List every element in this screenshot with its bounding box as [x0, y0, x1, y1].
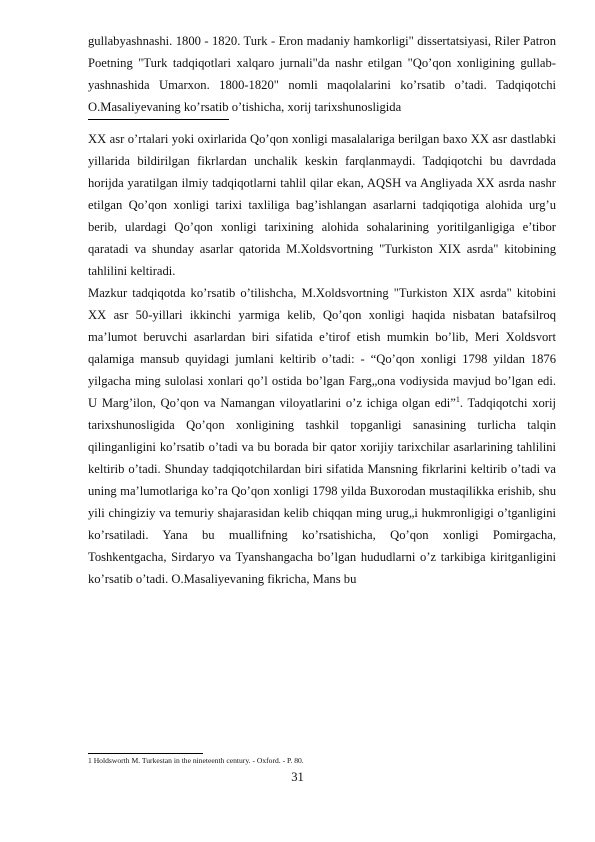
- footnote-reference[interactable]: 1: [455, 394, 460, 404]
- body-text: [88, 30, 556, 590]
- paragraph-3: [88, 282, 556, 590]
- footnote-separator: [88, 753, 203, 754]
- paragraph-3-text: Mazkur tadqiqotda ko’rsatib o’tilishcha, M.Xoldsvortning "Turkiston XIX asrda" kitobini XX asr 50-yillari ikkinchi yarmiga kelib, Qo’qon xonligi haqida nisbatan batafsilroq ma’lumot beruvchi asarlardan biri sifatida e’tirof etish mumkin bo’lib, Meri Xoldsvort qalamiga mansub quyidagi jumlani keltirib o’tadi: - “Qo’qon xonligi 1798 yildan 1876 yilgacha ming sulolasi xonlari qo’l ostida bo’lgan Farg„ona vodiysida mavjud bo’lgan edi. U Marg’ilon, Qo’qon va Namangan viloyatlarini o’z ichiga olgan edi”: [88, 286, 556, 410]
- paragraph-3-continuation: . Tadqiqotchi xorij tarixshunosligida Qo’qon xonligining tashkil topganligi sanasining turlicha talqin qilinganligini ko’rsatib o’tadi va bu borada bir qator xorijiy tarixchilar asarlarining tahlilini keltirib o’tadi. Shunday tadqiqotchilardan biri sifatida Mansning fikrlarini keltirib o’tadi va uning ma’lumotlariga ko’ra Qo’qon xonligi 1798 yilda Buxorodan mustaqilikka erishib, shu yili chingiziy va temuriy shajarasidan kelib chiqqan ming urug„i hukmronligigi o’tganligini ko’rsatiladi. Yana bu muallifning ko’rsatishicha, Qo’qon xonligi Pomirgacha, Toshkentgacha, Sirdaryo va Tyanshangacha bo’lgan hududlarni o’z tarkibiga kiritganligini ko’rsatib o’tadi. O.Masaliyevaning fikricha, Mans bu: [88, 396, 556, 586]
- paragraph-1: gullabyashnashi. 1800 - 1820. Turk - Eron madaniy hamkorligi" dissertatsiyasi, Riler Patron Poetning "Turk tadqiqotlari xalqaro jurnali"da nashr etilgan "Qo’qon xonligining gullab-yashnashida Umarxon. 1800-1820" nomli maqolalarini ko’rsatib o’tadi. Tadqiqotchi O.Masaliyevaning ko’rsatib o’tishicha, xorij tarixshunosligida: [88, 34, 556, 114]
- page-number: 31: [291, 770, 304, 784]
- separator-line: [88, 119, 229, 120]
- paragraph-2: XX asr o’rtalari yoki oxirlarida Qo’qon xonligi masalalariga berilgan baxo XX asr dastlabki yillarida bildirilgan fikrlardan unchalik keskin farqlanmaydi. Tadqiqotchi bu davrdada horijda yaratilgan ilmiy tadqiqotlarni tahlil qilar ekan, AQSH va Angliyada XX asrda nashr etilgan Qo’qon xonligi tarixi taxliliga bag’ishlangan asarlarni tadqiqotiga alohida urg’u berib, ulardagi Qo’qon xonligi tarixining alohida sohalarining yoritilganligiga e’tibor qaratadi va shunday asarlar qatorida M.Xoldsvortning "Turkiston XIX asrda" kitobining tahlilini keltiradi.: [88, 132, 556, 278]
- footnote: 1 Holdsworth M. Turkestan in the nineteenth century. - Oxford. - P. 80.: [88, 756, 304, 765]
